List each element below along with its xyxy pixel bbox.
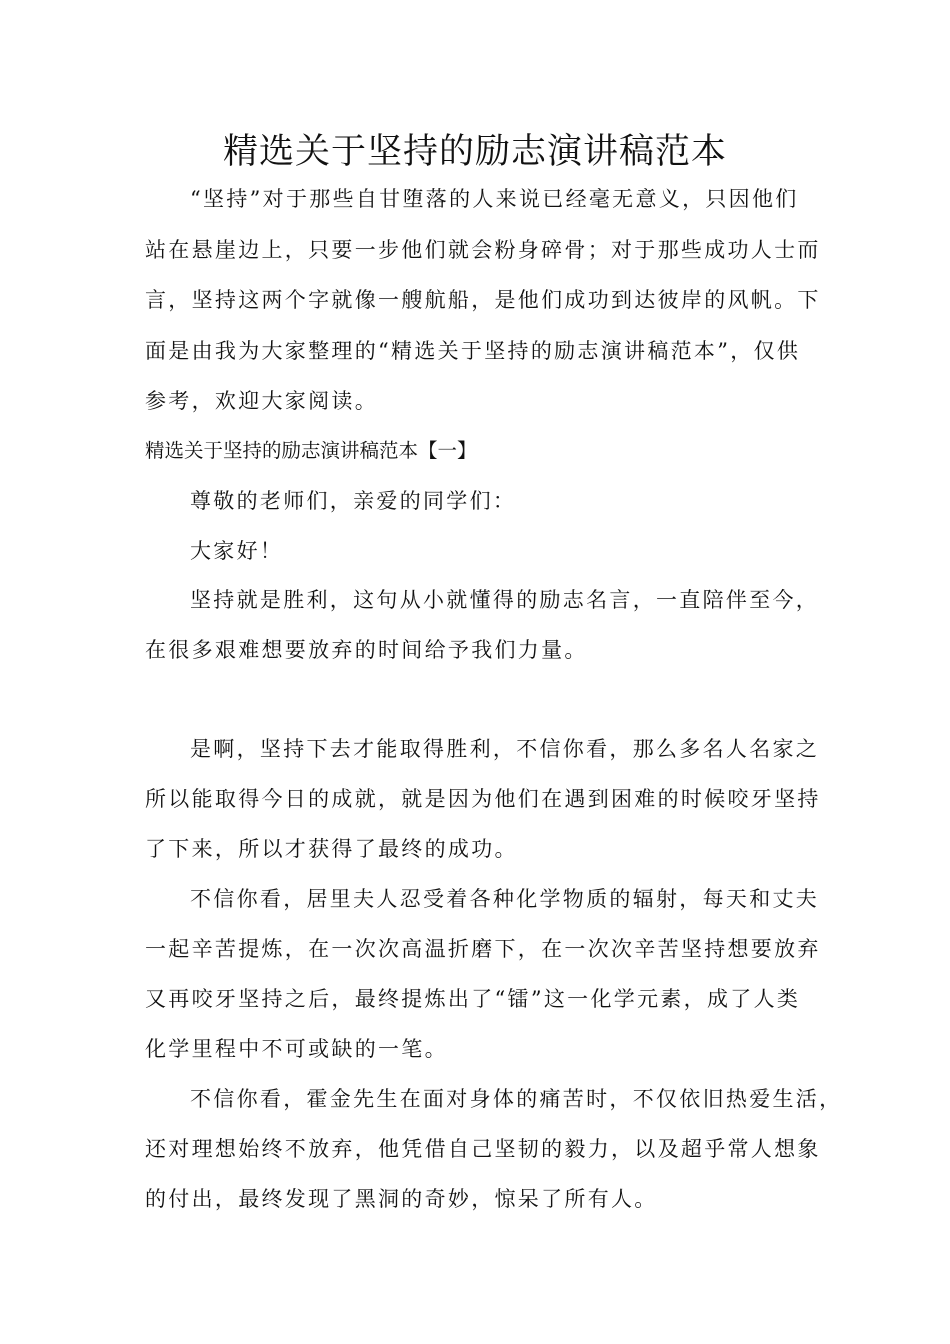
paragraph-4-line-2: 还对理想始终不放弃，他凭借自己坚韧的毅力，以及超乎常人想象 bbox=[145, 1137, 821, 1161]
greeting: 大家好！ bbox=[190, 539, 284, 563]
intro-line-3: 言，坚持这两个字就像一艘航船，是他们成功到达彼岸的风帆。下 bbox=[145, 288, 821, 312]
paragraph-3-line-2: 一起辛苦提炼，在一次次高温折磨下，在一次次辛苦坚持想要放弃 bbox=[145, 937, 821, 961]
paragraph-3-line-4: 化学里程中不可或缺的一笔。 bbox=[145, 1037, 448, 1061]
paragraph-4-line-3: 的付出，最终发现了黑洞的奇妙，惊呆了所有人。 bbox=[145, 1187, 658, 1211]
section-heading: 精选关于坚持的励志演讲稿范本【一】 bbox=[145, 439, 477, 462]
intro-line-1: “坚持”对于那些自甘堕落的人来说已经毫无意义，只因他们 bbox=[190, 187, 799, 211]
paragraph-3-line-3: 又再咬牙坚持之后，最终提炼出了“镭”这一化学元素，成了人类 bbox=[145, 987, 801, 1011]
paragraph-2-line-2: 所以能取得今日的成就，就是因为他们在遇到困难的时候咬牙坚持 bbox=[145, 787, 821, 811]
paragraph-2-line-3: 了下来，所以才获得了最终的成功。 bbox=[145, 837, 518, 861]
paragraph-1-line-1: 坚持就是胜利，这句从小就懂得的励志名言，一直陪伴至今， bbox=[190, 588, 820, 612]
intro-line-2: 站在悬崖边上，只要一步他们就会粉身碎骨；对于那些成功人士而 bbox=[145, 238, 821, 262]
intro-line-4: 面是由我为大家整理的“精选关于坚持的励志演讲稿范本”，仅供 bbox=[145, 339, 801, 363]
paragraph-4-line-1: 不信你看，霍金先生在面对身体的痛苦时，不仅依旧热爱生活， bbox=[190, 1087, 843, 1111]
paragraph-1-line-2: 在很多艰难想要放弃的时间给予我们力量。 bbox=[145, 638, 588, 662]
document-title: 精选关于坚持的励志演讲稿范本 bbox=[222, 132, 727, 172]
intro-line-5: 参考，欢迎大家阅读。 bbox=[145, 389, 378, 413]
paragraph-2-line-1: 是啊，坚持下去才能取得胜利，不信你看，那么多名人名家之 bbox=[190, 737, 820, 761]
paragraph-3-line-1: 不信你看，居里夫人忍受着各种化学物质的辐射，每天和丈夫 bbox=[190, 887, 820, 911]
salutation: 尊敬的老师们，亲爱的同学们： bbox=[190, 489, 517, 513]
